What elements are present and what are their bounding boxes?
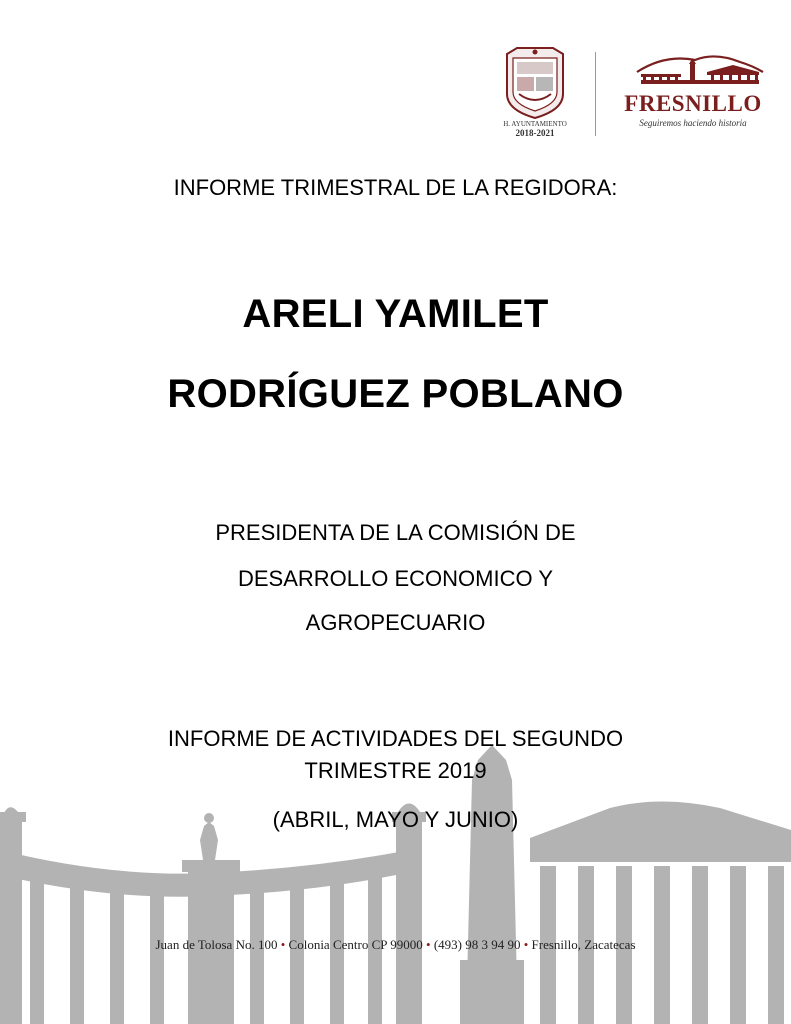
seal-caption-line2: 2018-2021 [515, 128, 555, 138]
brand-slogan: Seguiremos haciendo historia [639, 118, 747, 128]
regidora-name-line1: ARELI YAMILET [242, 292, 549, 336]
municipal-seal-icon [503, 44, 567, 120]
footer-contact [0, 937, 791, 953]
seal-caption [495, 120, 575, 138]
footer-city: Fresnillo, Zacatecas [531, 937, 636, 952]
footer-separator: • [523, 937, 529, 952]
period-line3: (ABRIL, MAYO Y JUNIO) [272, 807, 519, 832]
footer-separator: • [280, 937, 286, 952]
footer-phone: (493) 98 3 94 90 [433, 937, 521, 952]
fresnillo-skyline-logo-icon [635, 50, 765, 92]
brand-name: FRESNILLO [624, 91, 762, 116]
position-line3: AGROPECUARIO [305, 610, 486, 635]
regidora-name-line2: RODRÍGUEZ POBLANO [167, 372, 624, 416]
header-logos [495, 42, 775, 142]
footer-colony: Colonia Centro CP 99000 [288, 937, 423, 952]
report-heading: INFORME TRIMESTRAL DE LA REGIDORA: [173, 175, 618, 200]
seal-caption-line1: H. AYUNTAMIENTO [503, 120, 567, 128]
footer-address: Juan de Tolosa No. 100 [155, 937, 278, 952]
period-line2: TRIMESTRE 2019 [304, 758, 487, 783]
period-line1: INFORME DE ACTIVIDADES DEL SEGUNDO [167, 726, 624, 751]
position-line1: PRESIDENTA DE LA COMISIÓN DE [215, 520, 576, 545]
logo-divider [595, 52, 596, 136]
footer-separator: • [426, 937, 431, 952]
position-line2: DESARROLLO ECONOMICO Y [238, 566, 553, 591]
